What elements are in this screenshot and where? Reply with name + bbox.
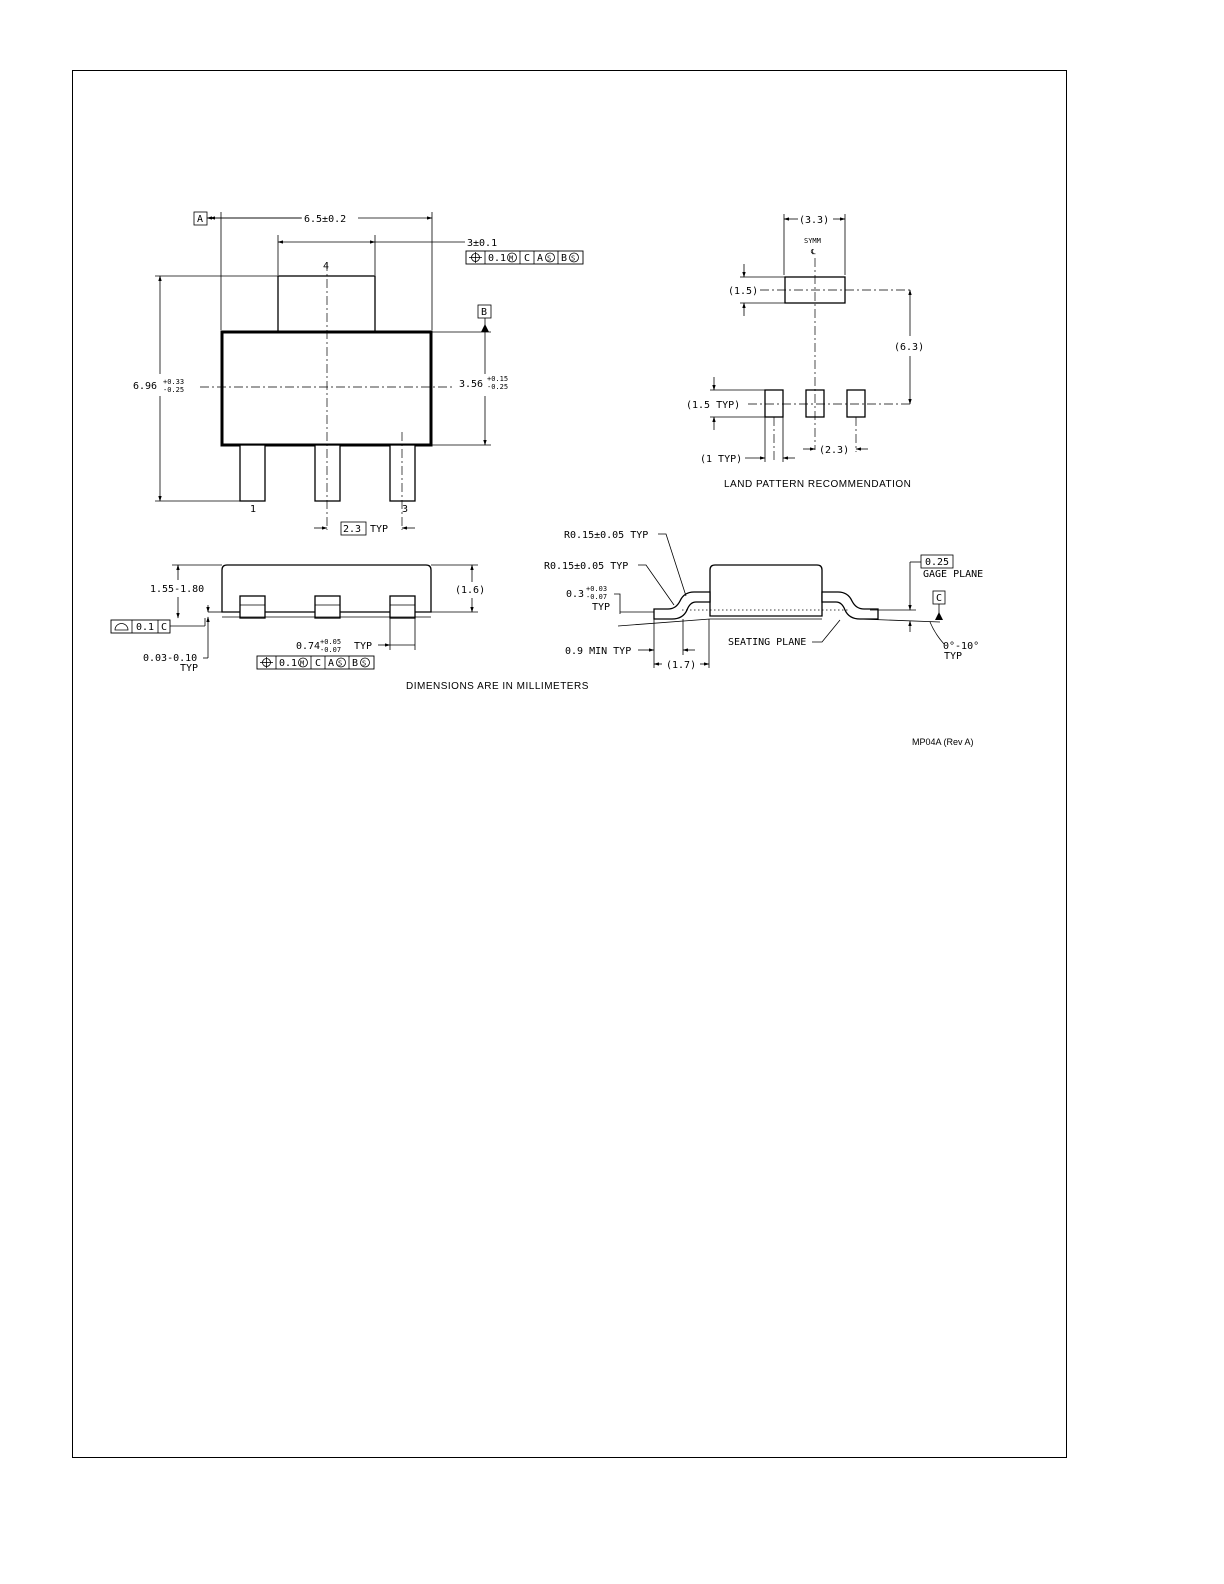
standoff-label: 0.03-0.10 [143,653,198,664]
datum-b-triangle [481,324,489,332]
position-tolerance-frame-bottom [257,656,374,669]
fcf-top-datum-c: C [524,253,531,264]
detail-body [710,565,822,616]
fcf-bottom-datum-c: C [315,658,322,669]
centerline-symbol: ℄ [811,248,816,256]
fcf-top-datum-b: B [561,253,568,264]
fcf-bottom-tolerance: 0.1 [279,658,298,669]
width-dim-label: 6.5±0.2 [304,214,347,225]
symm-label: SYMM [804,237,821,245]
svg-text:S: S [362,659,367,668]
svg-text:S: S [547,254,552,263]
thickness-minus: -0.07 [586,593,608,601]
detail-lead-right [822,592,878,619]
radius-1-leader [658,534,686,596]
tab-lead [278,276,375,332]
position-tolerance-frame-top [466,251,583,264]
lead-2 [315,445,340,501]
svg-text:M: M [300,659,305,668]
height-dim-plus: +0.33 [163,378,185,386]
angle-typ: TYP [944,651,963,662]
tab-dim-label: 3±0.1 [467,238,498,249]
height-dim-minus: -0.25 [163,386,185,394]
body-dim-base: 3.56 [459,379,484,390]
lead-1 [240,445,265,501]
body-dim-minus: -0.25 [487,383,509,391]
lp-pad-1 [765,390,783,417]
fcf-top-tolerance: 0.1 [488,253,507,264]
side-height-label: 1.55-1.80 [150,584,205,595]
body-dim-plus: +0.15 [487,375,509,383]
thickness-typ: TYP [592,602,611,613]
angle-label: 0°-10° [943,641,980,652]
datum-a-label: A [197,214,204,225]
side-ref-label: (1.6) [455,585,486,596]
datum-c-label: C [936,593,943,604]
standoff-typ: TYP [180,663,199,674]
datum-c-triangle [935,612,943,620]
seating-plane-label: SEATING PLANE [728,637,807,648]
package-body [222,332,431,445]
angle-arc [930,622,944,644]
gage-plane-label: GAGE PLANE [923,569,984,580]
radius-1-label: R0.15±0.05 TYP [564,530,649,541]
lp-pitch-v-label: (6.3) [894,342,925,353]
land-pattern-view [686,214,924,490]
flatness-value: 0.1 [136,622,155,633]
lp-pitch-h-label: (2.3) [819,445,850,456]
dimensions-note: DIMENSIONS ARE IN MILLIMETERS [406,681,589,692]
radius-2-label: R0.15±0.05 TYP [544,561,629,572]
lead-width-base: 0.74 [296,641,321,652]
pin-4-label: 4 [323,261,330,272]
foot-min-label: 0.9 MIN TYP [565,646,632,657]
seating-plane-right [860,619,940,622]
lp-pad-3 [847,390,865,417]
side-lead-1 [240,596,265,618]
thickness-base: 0.3 [566,589,585,600]
top-view [133,212,583,535]
side-view [111,565,589,692]
svg-text:S: S [338,659,343,668]
lead-width-typ: TYP [354,641,373,652]
datum-b-label: B [481,307,488,318]
lead-detail-view [544,530,983,671]
seating-plane-leader [812,620,840,642]
fcf-top-datum-a: A [537,253,544,264]
thickness-plus: +0.03 [586,585,608,593]
radius-2-leader [638,565,674,605]
height-dim-base: 6.96 [133,381,158,392]
pin-3-label: 3 [402,504,409,515]
flatness-datum: C [161,622,168,633]
side-lead-2 [315,596,340,618]
seating-plane-left [618,619,710,626]
pitch-basic-value: 2.3 [343,524,362,535]
pitch-typ: TYP [370,524,389,535]
drawing-id: MP04A (Rev A) [912,737,974,747]
lead-width-plus: +0.05 [320,638,342,646]
flatness-frame [111,618,205,633]
detail-lead-left [654,592,710,619]
lp-pad-width-label: (1 TYP) [700,454,743,465]
lead-3 [390,445,415,501]
svg-text:S: S [571,254,576,263]
fcf-bottom-datum-b: B [352,658,359,669]
land-pattern-caption: LAND PATTERN RECOMMENDATION [724,479,912,490]
gage-value: 0.25 [925,557,950,568]
foot-ref-label: (1.7) [666,660,697,671]
lp-pad-height-label: (1.5 TYP) [686,400,741,411]
side-lead-3 [390,596,415,618]
fcf-bottom-datum-a: A [328,658,335,669]
lp-tab-height-label: (1.5) [728,286,759,297]
svg-text:M: M [509,254,514,263]
lead-width-minus: -0.07 [320,646,342,654]
lp-width-label: (3.3) [799,215,830,226]
pin-1-label: 1 [250,504,257,515]
